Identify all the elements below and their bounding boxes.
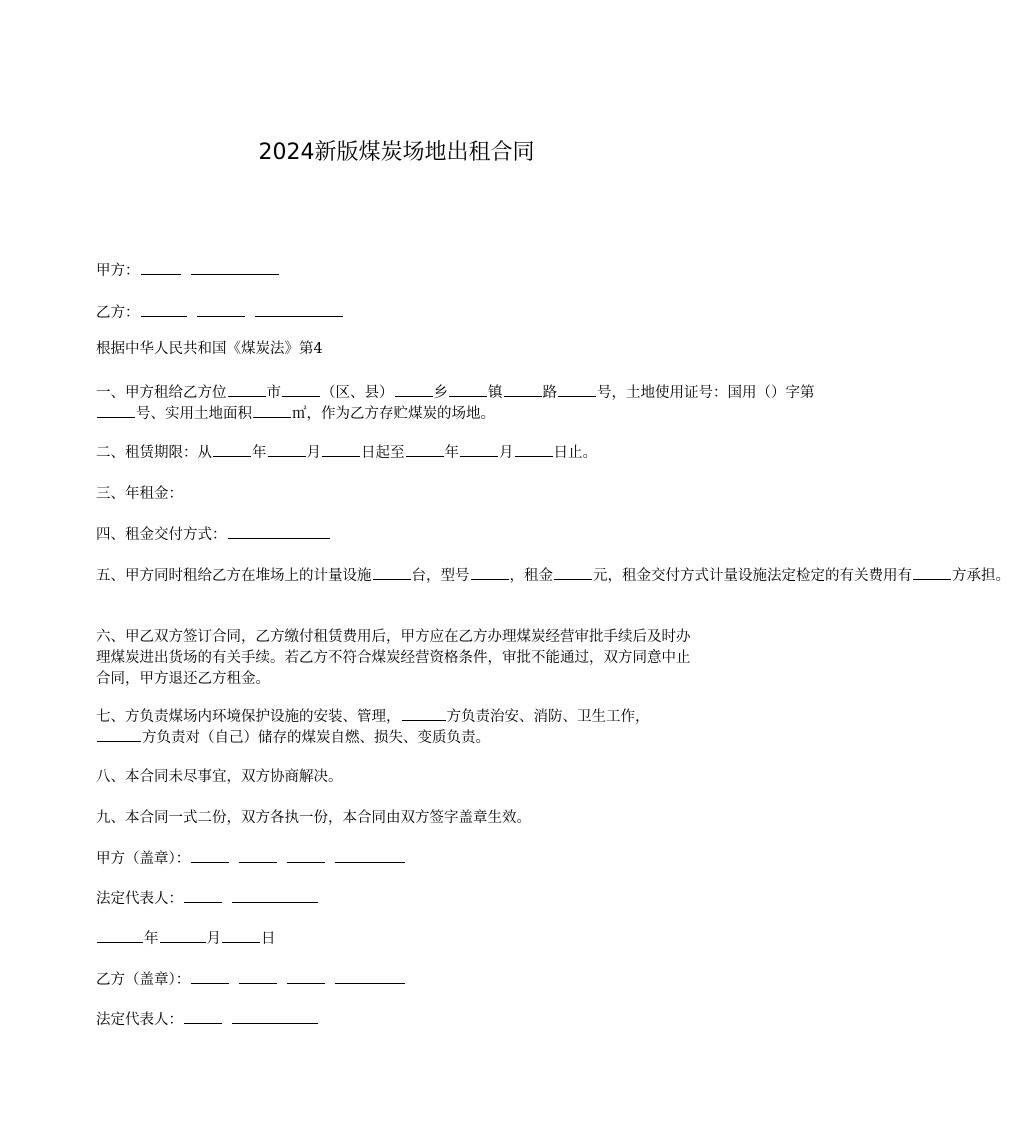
blank [141, 302, 187, 317]
party-b-label: 乙方： [96, 305, 140, 321]
clause-6: 六、甲乙双方签订合同，乙方缴付租赁费用后，甲方应在乙方办理煤炭经营审批手续后及时办理煤炭进出货场的有关手续。若乙方不符合煤炭经营资格条件，审批不能通过，双方同意中止合同，甲方退还乙方租金。 [96, 629, 691, 687]
blank [197, 302, 245, 317]
document-title: 2024新版煤炭场地出租合同 [258, 140, 535, 165]
signature-party-a: 甲方（盖章）： [96, 848, 702, 870]
clause-9: 九、本合同一式二份，双方各执一份，本合同由双方签字盖章生效。 [96, 810, 531, 826]
legal-representative-a: 法定代表人： [96, 888, 702, 910]
clause-5-line-1: 五、甲方同时租给乙方在堆场上的计量设施 台，型号 ，租金 元，租金交付方式计量设施法定检定的有关费用有 方承担。 [96, 565, 702, 587]
party-a-label: 甲方： [96, 263, 140, 279]
clause-4: 四、租金交付方式： [96, 524, 702, 546]
clause-7-line-1: 七、方负责煤场内环境保护设施的安装、管理， 方负责治安、消防、卫生工作， [96, 706, 702, 728]
legal-representative-b: 法定代表人： [96, 1009, 702, 1031]
clause-8: 八、本合同未尽事宜，双方协商解决。 [96, 769, 343, 785]
signature-party-b: 乙方（盖章）： [96, 969, 702, 991]
blank [255, 302, 343, 317]
clause-1-line-1: 一、甲方租给乙方位 市 （区、县） 乡 镇 路 号，土地使用证号：国用（）字第 [96, 382, 702, 404]
signing-date: 年 月 日 [96, 928, 702, 950]
party-b-line [96, 302, 702, 324]
clause-7-line-2: 方负责对（自己）储存的煤炭自燃、损失、变质负责。 [96, 727, 702, 749]
blank [191, 260, 279, 275]
party-a-line [96, 260, 702, 282]
basis-line: 根据中华人民共和国《煤炭法》第4 [96, 341, 323, 357]
clause-2: 二、租赁期限：从 年 月 日起至 年 月 日止。 [96, 442, 702, 464]
blank [141, 260, 181, 275]
clause-3: 三、年租金： [96, 486, 183, 502]
